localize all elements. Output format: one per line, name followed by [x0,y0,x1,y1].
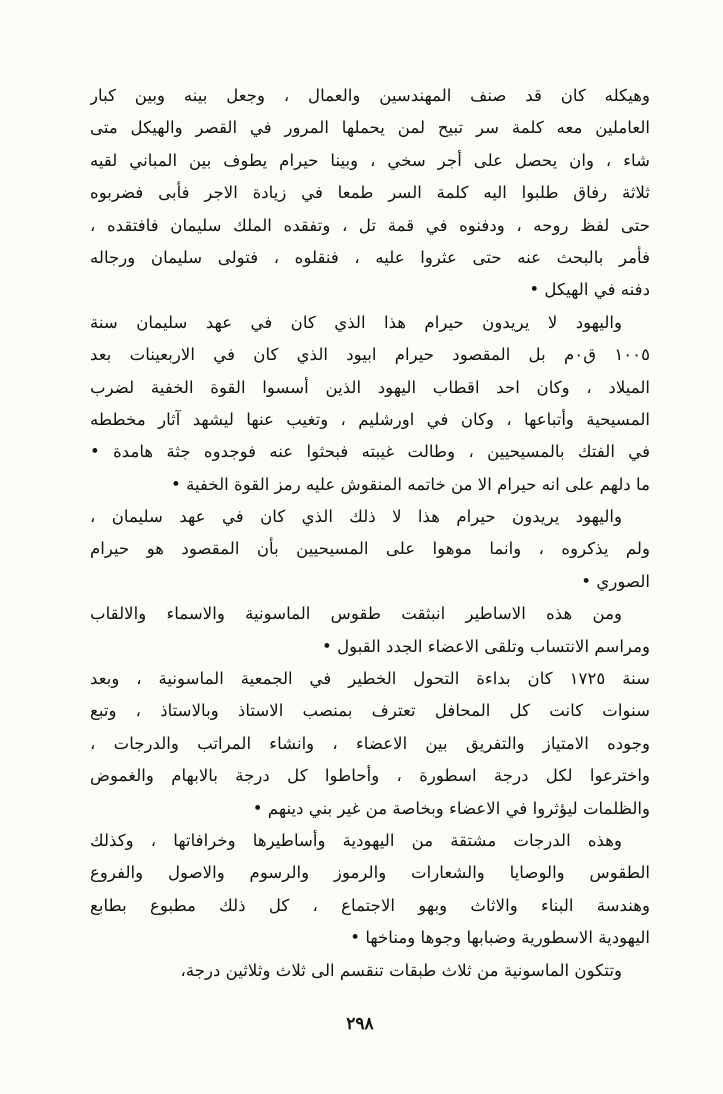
text-line: دفنه في الهيكل • [529,280,650,300]
text-line: ثلاثة رفاق طلبوا اليه كلمة السر طمعا في زيادة الاجر فأبى فضربوه [90,183,650,203]
paragraph-start-line: وهذه الدرجات مشتقة من اليهودية وأساطيرها وخرافاتها ، وكذلك [90,830,622,850]
text-line: الصوري • [581,571,650,591]
text-line: حتى لفظ روحه ، ودفنوه في قمة تل ، وتفقده الملك سليمان فافتقده ، [90,215,650,235]
text-line: ومراسم الانتساب وتلقى الاعضاء الجدد القبول • [322,636,650,656]
text-line: الطقوس والوصايا والشعارات والرموز والرسوم والاصول والفروع [90,863,650,883]
text-line: شاء ، وان يحصل على أجر سخي ، وبينا حيرام يطوف بين المباني لقيه [90,150,650,170]
text-line: الميلاد ، وكان احد اقطاب اليهود الذين أسسوا القوة الخفية لضرب [90,377,650,397]
paragraph-start-line: سنة ١٧٢٥ كان بداءة التحول الخطير في الجمعية الماسونية ، وبعد [90,669,650,689]
text-line: وجوده الامتياز والتفريق بين الاعضاء ، وانشاء المراتب والدرجات ، [90,733,650,753]
paragraph-start-line: واليهود يريدون حيرام هذا لا ذلك الذي كان في عهد سليمان ، [90,507,622,527]
paragraph-start-line: وتتكون الماسونية من ثلاث طبقات تنقسم الى ثلاث وثلاثين درجة، [180,960,622,980]
text-line: فأمر بالبحث عنه حتى عثروا عليه ، فنقلوه ، فتولى سليمان ورجاله [90,247,650,267]
text-line: والظلمات ليؤثروا في الاعضاء وبخاصة من غير بني دينهم • [252,798,650,818]
text-line: العاملين معه كلمة سر تبيح لمن يحملها المرور في القصر والهيكل متى [90,118,650,138]
text-line: سنوات كانت كل المحافل تعترف بمنصب الاستاذ وبالاستاذ ، وتبع [90,701,650,721]
body-text [90,80,650,987]
text-line: ما دلهم على انه حيرام الا من خاتمه المنقوش عليه رمز القوة الخفية • [171,474,650,494]
text-line: اليهودية الاسطورية وضبابها وجوها ومناخها • [350,928,650,948]
text-line: في الفتك بالمسيحيين ، وطالت غيبته فبحثوا عنه فوجدوه جثة هامدة • [90,442,650,462]
text-line: وهيكله كان قد صنف المهندسين والعمال ، وجعل بينه وبين كبار [90,86,650,105]
text-line: ١٠٠٥ ق٠م بل المقصود حيرام ابيود الذي كان في الاربعينات بعد [90,345,650,365]
text-line: واخترعوا لكل درجة اسطورة ، وأحاطوا كل درجة بالابهام والغموض [90,766,650,786]
text-line: المسيحية وأتباعها ، وكان في اورشليم ، وتغيب عنها ليشهد آثار مخططه [90,409,650,429]
page-number: ٢٩٨ [346,1014,374,1034]
text-line: ولم يذكروه ، وانما موهوا على المسيحيين بأن المقصود هو حيرام [90,539,650,559]
text-line: وهندسة البناء والاثاث وبهو الاجتماع ، كل ذلك مطبوع بطابع [90,895,650,915]
paragraph-start-line: ومن هذه الاساطير انبثقت طقوس الماسونية والاسماء والالقاب [90,604,622,624]
paragraph-start-line: واليهود لا يريدون حيرام هذا الذي كان في عهد سليمان سنة [90,312,622,332]
